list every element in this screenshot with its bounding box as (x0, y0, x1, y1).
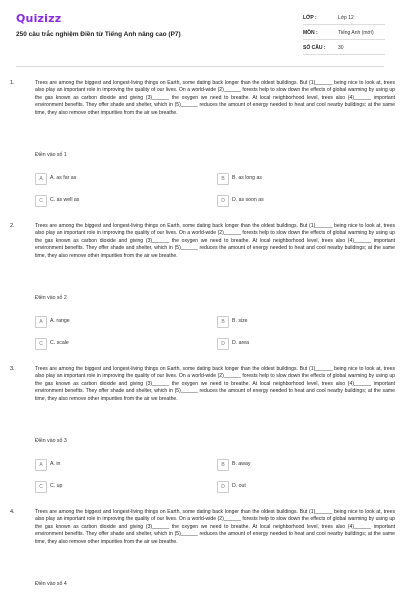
quizizz-logo: Quizizz (16, 12, 62, 25)
option-letter: D (217, 338, 229, 350)
question-number: 4. (10, 509, 15, 515)
question-number: 1. (10, 80, 15, 86)
meta-row-count (303, 42, 385, 55)
option-letter: D (217, 195, 229, 207)
question-passage: Trees are among the biggest and longest-living things on Earth, some dating back longer than the oldest buildings. But (1)______ being nice to look at, trees also play an important role in improving the quality of our lives. On a world-wide (2)______ forests help to slow down the effects of global warming by using up the gas known as carbon dioxide and giving (3)______ the oxygen we need to breathe. At local neighborhood level, trees also (4)______ important environment benefits. They offer shade and shelter, which in (5)______ reduces the amount of energy needed to heat and cool nearby buildings; at the same time, they also remove other impurities from the air we breathe. (35, 80, 395, 116)
worksheet-meta (303, 12, 385, 57)
meta-row-subject (303, 27, 385, 40)
option-c[interactable] (35, 338, 205, 349)
option-letter: A (35, 173, 47, 185)
option-text: B. away (232, 461, 251, 467)
option-text: D. out (232, 483, 246, 489)
option-letter: A (35, 459, 47, 471)
option-text: A. as far as (50, 175, 77, 181)
question-prompt: Điền vào số 2 (35, 295, 67, 301)
option-b[interactable] (217, 459, 387, 470)
option-c[interactable] (35, 195, 205, 206)
option-a[interactable] (35, 459, 205, 470)
worksheet-title: 250 câu trắc nghiệm Điền từ Tiếng Anh nâng cao (P7) (16, 31, 181, 38)
option-letter: C (35, 481, 47, 493)
option-text: C. up (50, 483, 63, 489)
option-d[interactable] (217, 195, 387, 206)
question-passage: Trees are among the biggest and longest-living things on Earth, some dating back longer than the oldest buildings. But (1)______ being nice to look at, trees also play an important role in improving the quality of our lives. On a world-wide (2)______ forests help to slow down the effects of global warming by using up the gas known as carbon dioxide and giving (3)______ the oxygen we need to breathe. At local neighborhood level, trees also (4)______ important environment benefits. They offer shade and shelter, which in (5)______ reduces the amount of energy needed to heat and cool nearby buildings; at the same time, they also remove other impurities from the air we breathe. (35, 223, 395, 259)
meta-value-class: Lớp 12 (338, 15, 354, 21)
option-letter: D (217, 481, 229, 493)
question-4 (10, 509, 395, 599)
question-2 (10, 223, 395, 353)
meta-label-class: LỚP : (303, 15, 317, 21)
meta-value-subject: Tiếng Anh (mới) (338, 30, 374, 36)
option-b[interactable] (217, 316, 387, 327)
option-letter: B (217, 316, 229, 328)
option-text: D. area (232, 340, 250, 346)
meta-value-count: 30 (338, 45, 344, 51)
meta-label-subject: MÔN : (303, 30, 318, 36)
option-d[interactable] (217, 481, 387, 492)
option-text: D. as soon as (232, 197, 264, 203)
option-letter: B (217, 173, 229, 185)
question-prompt: Điền vào số 4 (35, 581, 67, 587)
option-text: A. in (50, 461, 61, 467)
meta-row-class (303, 12, 385, 25)
question-3 (10, 366, 395, 496)
option-a[interactable] (35, 173, 205, 184)
question-number: 2. (10, 223, 15, 229)
question-1 (10, 80, 395, 210)
header-divider (16, 66, 384, 67)
option-letter: C (35, 195, 47, 207)
question-passage: Trees are among the biggest and longest-living things on Earth, some dating back longer than the oldest buildings. But (1)______ being nice to look at, trees also play an important role in improving the quality of our lives. On a world-wide (2)______ forests help to slow down the effects of global warming by using up the gas known as carbon dioxide and giving (3)______ the oxygen we need to breathe. At local neighborhood level, trees also (4)______ important environment benefits. They offer shade and shelter, which in (5)______ reduces the amount of energy needed to heat and cool nearby buildings; at the same time, they also remove other impurities from the air we breathe. (35, 366, 395, 402)
option-c[interactable] (35, 481, 205, 492)
option-letter: C (35, 338, 47, 350)
option-text: A. range (50, 318, 70, 324)
option-a[interactable] (35, 316, 205, 327)
question-passage: Trees are among the biggest and longest-living things on Earth, some dating back longer than the oldest buildings. But (1)______ being nice to look at, trees also play an important role in improving the quality of our lives. On a world-wide (2)______ forests help to slow down the effects of global warming by using up the gas known as carbon dioxide and giving (3)______ the oxygen we need to breathe. At local neighborhood level, trees also (4)______ important environment benefits. They offer shade and shelter, which in (5)______ reduces the amount of energy needed to heat and cool nearby buildings; at the same time, they also remove other impurities from the air we breathe. (35, 509, 395, 545)
question-prompt: Điền vào số 1 (35, 152, 67, 158)
question-number: 3. (10, 366, 15, 372)
meta-label-count: SỐ CÂU : (303, 45, 326, 51)
option-letter: A (35, 316, 47, 328)
option-b[interactable] (217, 173, 387, 184)
option-text: C. scale (50, 340, 69, 346)
option-d[interactable] (217, 338, 387, 349)
option-text: B. size (232, 318, 248, 324)
option-text: C. as well as (50, 197, 80, 203)
option-letter: B (217, 459, 229, 471)
question-prompt: Điền vào số 3 (35, 438, 67, 444)
option-text: B. as long as (232, 175, 262, 181)
worksheet-header (0, 0, 400, 60)
